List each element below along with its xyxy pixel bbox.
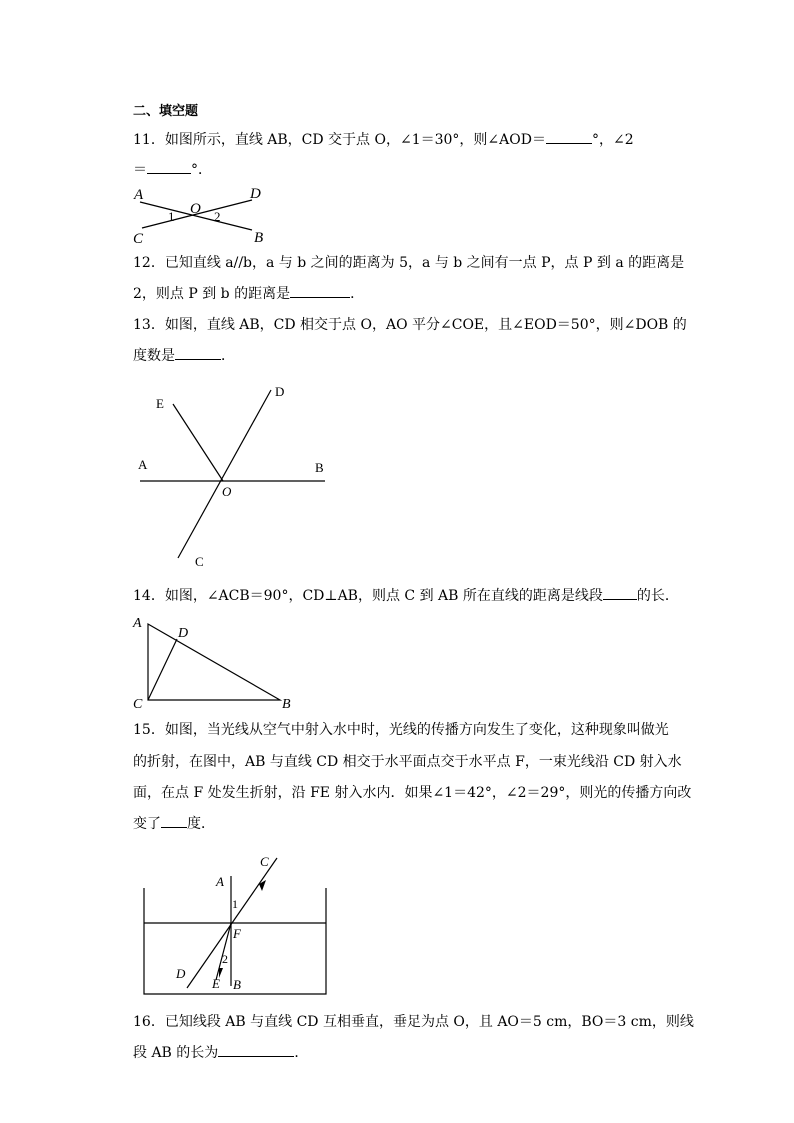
label-e: E: [156, 396, 164, 411]
q11-text-1-tail: °，∠2: [591, 132, 634, 148]
label-o: O: [190, 201, 201, 217]
label-c: C: [133, 697, 143, 712]
angle-1-label: 1: [232, 897, 238, 911]
q16-text-2-tail: ．: [294, 1045, 309, 1061]
q11-text-2-head: ＝: [133, 162, 147, 178]
q11-text-1: 11．如图所示，直线 AB，CD 交于点 O，∠1＝30°，则∠AOD＝: [133, 132, 546, 148]
line-cd: [178, 390, 271, 558]
label-d: D: [176, 966, 186, 981]
label-c: C: [195, 554, 204, 569]
q14-text-1: 14．如图，∠ACB＝90°，CD⊥AB，则点 C 到 AB 所在直线的距离是线段: [133, 588, 603, 604]
question-11-line-1: [133, 130, 634, 150]
q12-text-2: 2，则点 P 到 b 的距离是: [133, 286, 291, 302]
q13-text-2-tail: ．: [221, 348, 235, 364]
triangle-acb: [148, 624, 280, 700]
q15-answer-blank[interactable]: [161, 814, 187, 828]
q14-answer-blank[interactable]: [603, 586, 637, 600]
question-12-line-2: [133, 284, 364, 304]
q13-figure: [130, 380, 340, 570]
label-a: A: [134, 187, 144, 203]
question-11-line-2: [133, 160, 212, 180]
q11-answer-blank-1[interactable]: [546, 130, 592, 144]
label-b: B: [282, 697, 291, 712]
q12-answer-blank[interactable]: [290, 284, 350, 298]
q11-figure: [128, 182, 268, 248]
label-a: A: [133, 616, 142, 631]
label-a: A: [216, 874, 224, 889]
question-16-line-1: 16．已知线段 AB 与直线 CD 互相垂直，垂足为点 O，且 AO＝5 cm，BO＝3 cm，则线: [133, 1014, 694, 1030]
q14-figure: [130, 612, 305, 710]
question-13-line-2: [133, 346, 235, 366]
q16-text-2: 段 AB 的长为: [133, 1045, 219, 1061]
q14-text-1-tail: 的长．: [636, 588, 679, 604]
question-13-line-1: 13．如图，直线 AB，CD 相交于点 O，AO 平分∠COE，且∠EOD＝50°，则∠DOB 的: [133, 317, 687, 333]
question-16-line-2: [133, 1043, 308, 1063]
label-b: B: [233, 977, 241, 992]
q12-text-2-tail: ．: [350, 286, 365, 302]
label-d: D: [275, 384, 285, 399]
question-15-line-2: 的折射，在图中，AB 与直线 CD 相交于水平面点交于水平点 F，一束光线沿 CD 射入水: [133, 754, 682, 770]
ray-oe: [173, 404, 223, 481]
label-o: O: [222, 484, 232, 499]
question-12-line-1: 12．已知直线 a//b，a 与 b 之间的距离为 5，a 与 b 之间有一点 P，点 P 到 a 的距离是: [133, 255, 685, 271]
angle-2-label: 2: [222, 952, 228, 966]
q15-figure: [140, 850, 330, 998]
q16-answer-blank[interactable]: [218, 1043, 294, 1057]
label-b: B: [254, 230, 264, 246]
label-b: B: [315, 460, 324, 475]
q11-text-2-tail: °．: [191, 162, 212, 178]
q11-answer-blank-2[interactable]: [147, 160, 191, 174]
q13-text-2: 度数是: [133, 348, 175, 364]
label-d: D: [178, 626, 189, 641]
q15-text-4-tail: 度．: [187, 816, 215, 832]
angle-2-label: 2: [214, 209, 221, 224]
question-14-line-1: [133, 586, 679, 606]
question-15-line-4: [133, 814, 215, 834]
angle-1-label: 1: [168, 209, 175, 224]
section-title: 二、填空题: [133, 104, 199, 119]
label-a: A: [138, 457, 148, 472]
q15-text-4: 变了: [133, 816, 161, 832]
segment-cd: [148, 639, 177, 700]
label-c: C: [260, 854, 269, 869]
question-15-line-1: 15．如图，当光线从空气中射入水中时，光线的传播方向发生了变化，这种现象叫做光: [133, 722, 669, 738]
question-15-line-3: 面，在点 F 处发生折射，沿 FE 射入水内．如果∠1＝42°，∠2＝29°，则光的传播方向改: [133, 785, 692, 801]
label-c: C: [133, 231, 144, 247]
label-f: F: [233, 926, 241, 941]
q13-answer-blank[interactable]: [175, 346, 221, 360]
label-e: E: [212, 976, 220, 991]
label-d: D: [250, 186, 261, 202]
